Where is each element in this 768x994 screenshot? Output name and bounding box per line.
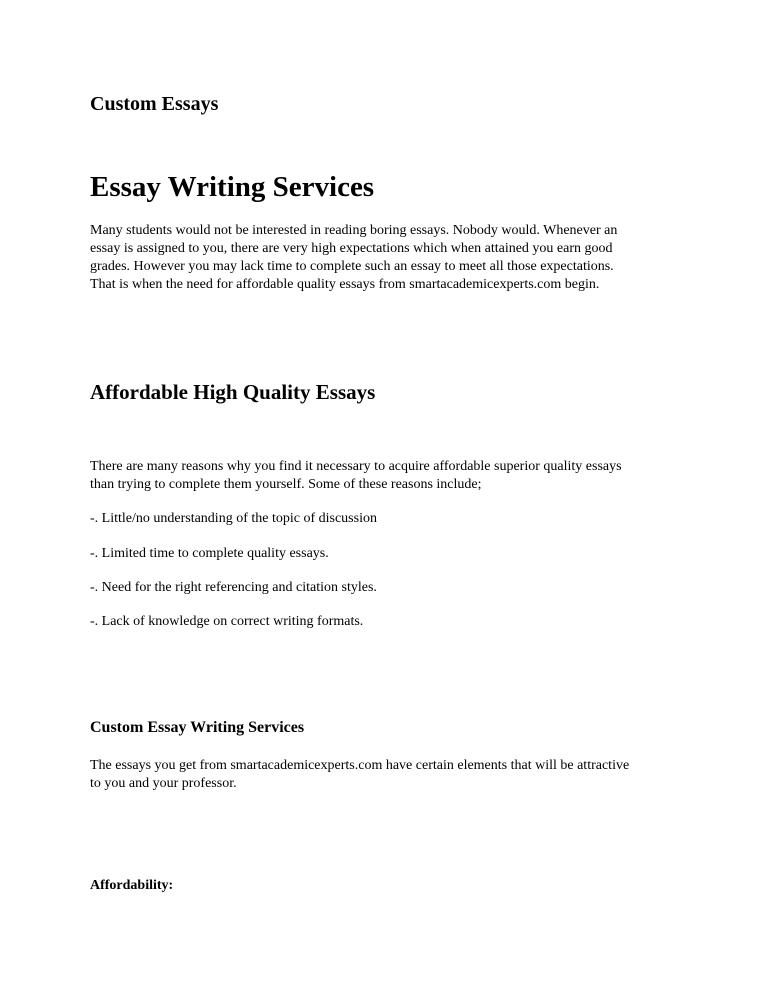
section-heading-affordable-high-quality-essays: Affordable High Quality Essays: [90, 380, 376, 404]
paragraph-line: than trying to complete them yourself. Some of these reasons include;: [90, 477, 482, 492]
document-title: Custom Essays: [90, 93, 219, 115]
paragraph-line: grades. However you may lack time to complete such an essay to meet all those expectations.: [90, 259, 614, 274]
paragraph-line: The essays you get from smartacademicexperts.com have certain elements that will be attractive: [90, 758, 630, 773]
section-heading-essay-writing-services: Essay Writing Services: [90, 171, 375, 203]
list-item: -. Lack of knowledge on correct writing formats.: [90, 614, 364, 629]
list-item: -. Need for the right referencing and citation styles.: [90, 580, 377, 595]
list-item: -. Little/no understanding of the topic of discussion: [90, 511, 377, 526]
section-heading-affordability: Affordability:: [90, 878, 174, 893]
paragraph-line: essay is assigned to you, there are very high expectations which when attained you earn good: [90, 241, 613, 256]
section-heading-custom-essay-writing-services: Custom Essay Writing Services: [90, 719, 305, 736]
paragraph-line: There are many reasons why you find it necessary to acquire affordable superior quality essays: [90, 459, 622, 474]
list-item: -. Limited time to complete quality essays.: [90, 546, 329, 561]
paragraph-line: That is when the need for affordable quality essays from smartacademicexperts.com begin.: [90, 277, 600, 292]
paragraph-line: Many students would not be interested in reading boring essays. Nobody would. Whenever an: [90, 223, 618, 238]
paragraph-line: to you and your professor.: [90, 776, 237, 791]
